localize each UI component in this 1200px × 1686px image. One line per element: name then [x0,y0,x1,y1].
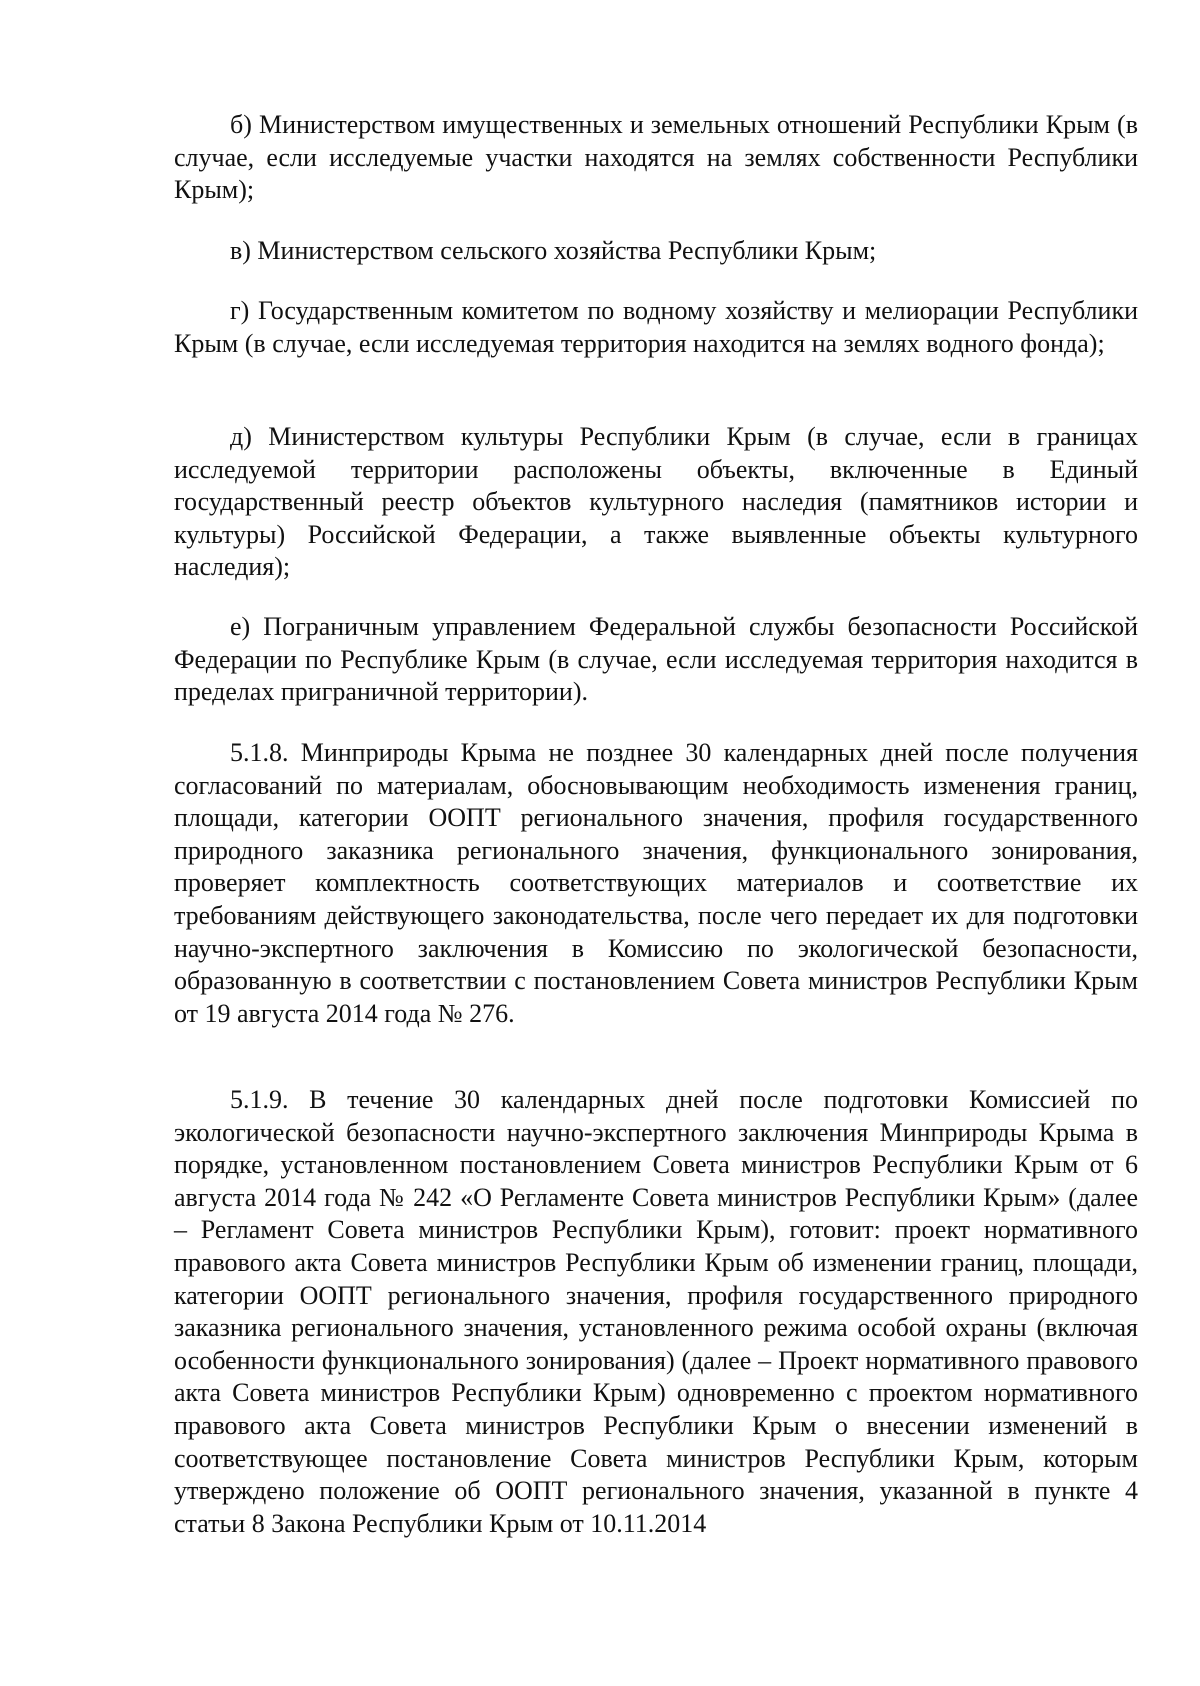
paragraph-v-text: в) Министерством сельского хозяйства Республики Крым; [230,236,877,265]
paragraph-v [174,235,1138,268]
paragraph-5-1-8-text: 5.1.8. Минприроды Крыма не позднее 30 календарных дней после получения согласований по материалам, обосновывающим необходимость изменения границ, площади, категории ООПТ регионального значения, профиля государственного природного заказника регионального значения, функционального зонирования, проверяет комплектность соответствующих материалов и соответствие их требованиям действующего законодательства, после чего передает их для подготовки научно-экспертного заключения в Комиссию по экологической безопасности, образованную в соответствии с постановлением Совета министров Республики Крым от 19 августа 2014 года № 276. [174,738,1138,1028]
paragraph-d-text: д) Министерством культуры Республики Крым (в случае, если в границах исследуемой территории расположены объекты, включенные в Единый государственный реестр объектов культурного наследия (памятников истории и культуры) Российской Федерации, а также выявленные объекты культурного наследия); [174,422,1138,582]
paragraph-g-text: г) Государственным комитетом по водному хозяйству и мелиорации Республики Крым (в случае, если исследуемая территория находится на землях водного фонда); [174,296,1138,358]
paragraph-b-text: б) Министерством имущественных и земельных отношений Республики Крым (в случае, если исследуемые участки находятся на землях собственности Республики Крым); [174,110,1138,205]
paragraph-e [174,611,1138,709]
paragraph-b [174,109,1138,207]
paragraph-5-1-9 [174,1084,1138,1540]
paragraph-g [174,295,1138,360]
paragraph-5-1-9-text: 5.1.9. В течение 30 календарных дней после подготовки Комиссией по экологической безопасности научно-экспертного заключения Минприроды Крыма в порядке, установленном постановлением Совета министров Республики Крым от 6 августа 2014 года № 242 «О Регламенте Совета министров Республики Крым» (далее – Регламент Совета министров Республики Крым), готовит: проект нормативного правового акта Совета министров Республики Крым об изменении границ, площади, категории ООПТ регионального значения, профиля государственного природного заказника регионального значения, установленного режима особой охраны (включая особенности функционального зонирования) (далее – Проект нормативного правового акта Совета министров Республики Крым) одновременно с проектом нормативного правового акта Совета министров Республики Крым о внесении изменений в соответствующее постановление Совета министров Республики Крым, которым утверждено положение об ООПТ регионального значения, указанной в пункте 4 статьи 8 Закона Республики Крым от 10.11.2014 [174,1085,1138,1538]
paragraph-5-1-8 [174,737,1138,1030]
paragraph-e-text: е) Пограничным управлением Федеральной службы безопасности Российской Федерации по Республике Крым (в случае, если исследуемая территория находится в пределах приграничной территории). [174,612,1138,707]
paragraph-d [174,421,1138,584]
